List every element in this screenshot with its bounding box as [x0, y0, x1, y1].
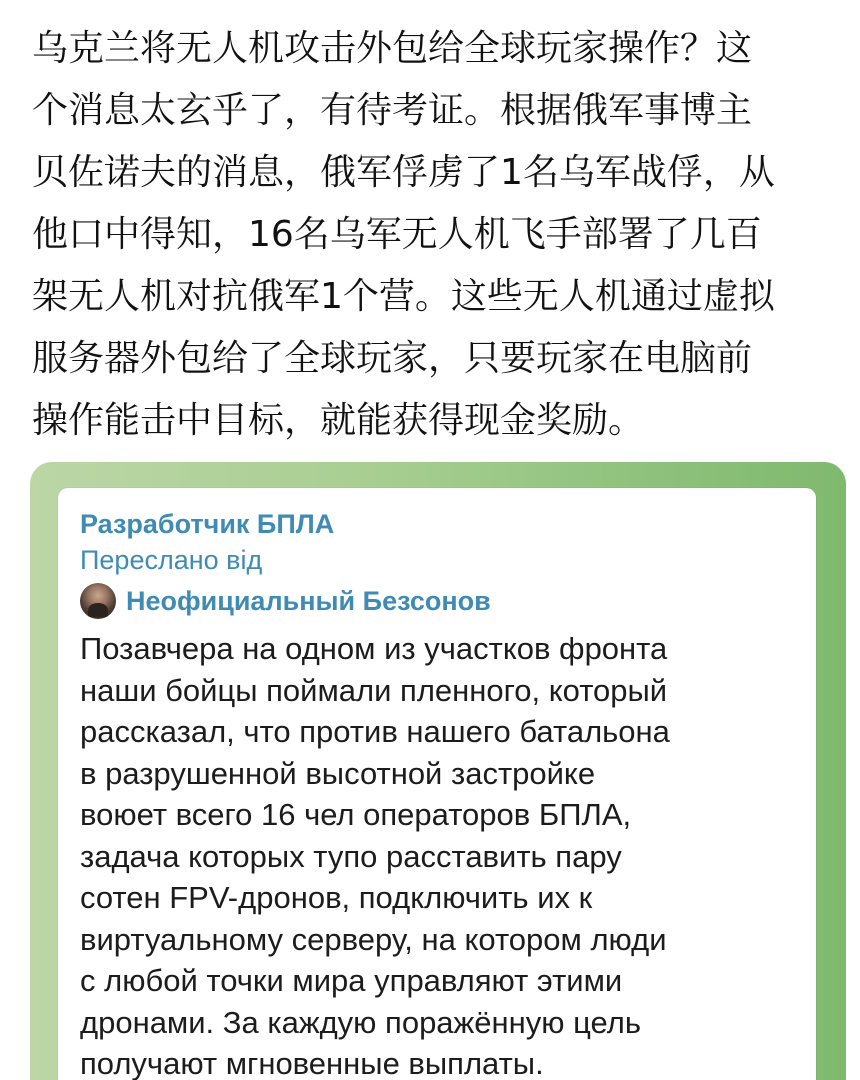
post-line: 贝佐诺夫的消息，俄军俘虏了1名乌军战俘，从: [32, 152, 775, 193]
post-line: 他口中得知，16名乌军无人机飞手部署了几百: [32, 214, 762, 255]
post-line: 服务器外包给了全球玩家，只要玩家在电脑前: [32, 338, 753, 379]
message-text: [80, 628, 798, 1080]
forwarded-source[interactable]: [80, 580, 798, 622]
message-line: с любой точки мира управляют этими: [80, 963, 623, 998]
telegram-message-content: [80, 506, 798, 1080]
post-line: 操作能击中目标，就能获得现金奖励。: [32, 400, 645, 441]
telegram-message-bubble: [58, 488, 816, 1080]
source-channel-name[interactable]: Неофициальный Безсонов: [126, 586, 491, 616]
person-avatar-icon[interactable]: [80, 583, 116, 619]
post-line: 个消息太玄乎了，有待考证。根据俄军事博主: [32, 90, 753, 131]
forwarded-label: Переслано від: [80, 545, 263, 575]
message-line: воюет всего 16 чел операторов БПЛА,: [80, 797, 632, 832]
post-text: [32, 18, 832, 452]
message-line: наши бойцы поймали пленного, который: [80, 672, 668, 708]
message-line: рассказал, что против нашего батальона: [80, 714, 670, 749]
message-line: получают мгновенные выплаты.: [80, 1046, 544, 1080]
message-line: в разрушенной высотной застройке: [80, 755, 596, 791]
post-line: 架无人机对抗俄军1个营。这些无人机通过虚拟: [32, 276, 775, 317]
message-line: задача которых тупо расставить пару: [80, 838, 622, 874]
message-line: Позавчера на одном из участков фронта: [80, 631, 668, 666]
message-line: виртуальному серверу, на котором люди: [80, 921, 667, 957]
message-line: сотен FPV-дронов, подключить их к: [80, 880, 593, 915]
message-line: дронами. За каждую поражённую цель: [80, 1004, 641, 1040]
post-line: 乌克兰将无人机攻击外包给全球玩家操作？这: [32, 28, 753, 69]
channel-name[interactable]: Разработчик БПЛА: [80, 509, 335, 539]
